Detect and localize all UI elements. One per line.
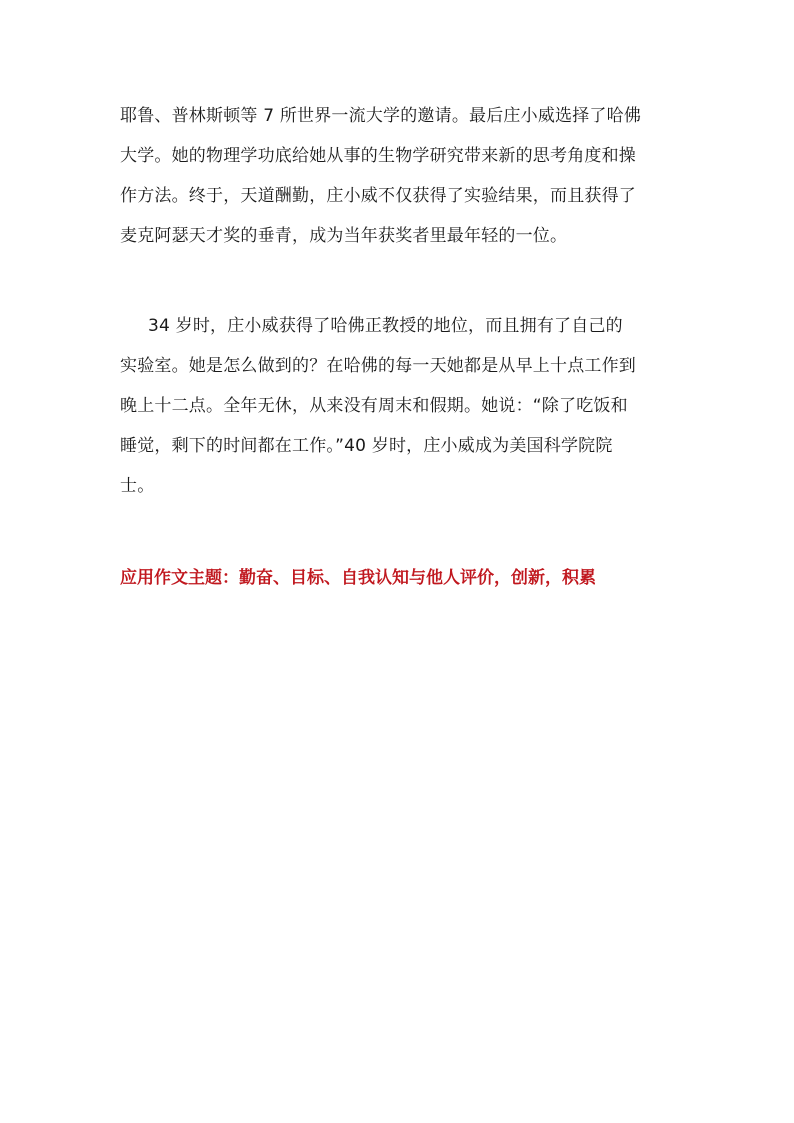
paragraph-line: 晚上十二点。全年无休，从来没有周末和假期。她说：“除了吃饭和: [120, 396, 628, 416]
paragraph-line: 34 岁时，庄小威获得了哈佛正教授的地位，而且拥有了自己的: [148, 316, 623, 336]
paragraph-line: 大学。她的物理学功底给她从事的生物学研究带来新的思考角度和操: [120, 146, 636, 166]
paragraph-2: [120, 306, 680, 506]
paragraph-line: 睡觉，剩下的时间都在工作。”40 岁时，庄小威成为美国科学院院: [120, 436, 613, 456]
paragraph-line: 作方法。终于，天道酬勤，庄小威不仅获得了实验结果，而且获得了: [120, 186, 636, 206]
paragraph-line: 士。: [120, 476, 155, 496]
paragraph-line: 耶鲁、普林斯顿等 7 所世界一流大学的邀请。最后庄小威选择了哈佛: [120, 106, 642, 126]
paragraph-line: 实验室。她是怎么做到的？在哈佛的每一天她都是从早上十点工作到: [120, 356, 636, 376]
paragraph-line: 麦克阿瑟天才奖的垂青，成为当年获奖者里最年轻的一位。: [120, 226, 568, 246]
paragraph-1: [120, 96, 680, 256]
essay-theme-heading: 应用作文主题：勤奋、目标、自我认知与他人评价，创新，积累: [120, 568, 596, 588]
